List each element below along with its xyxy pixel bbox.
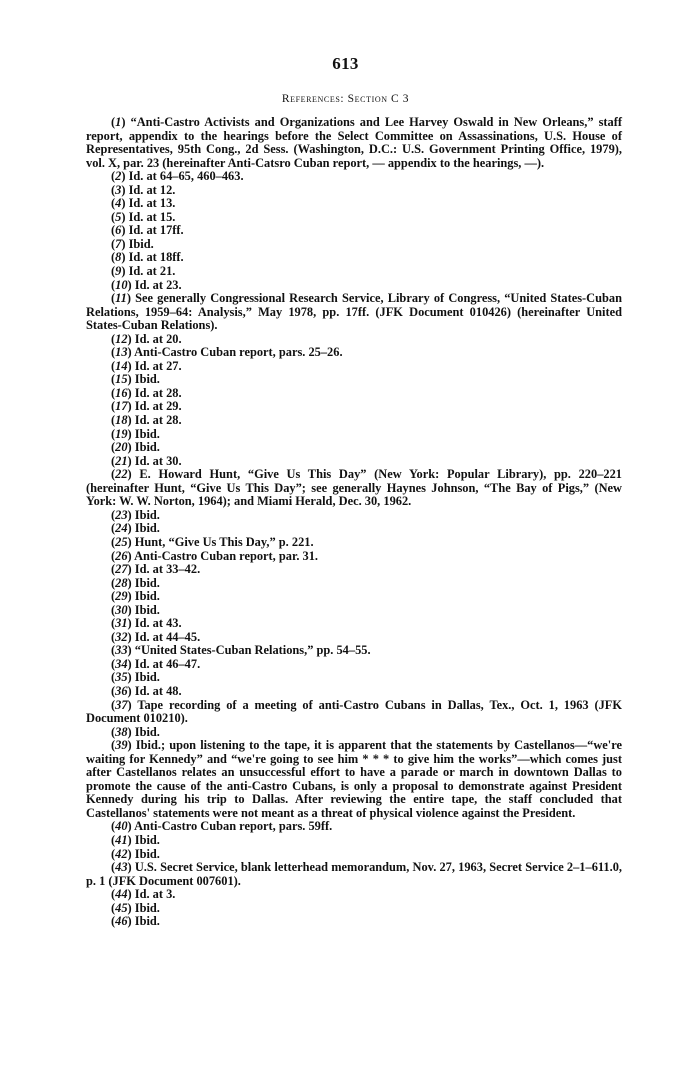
reference-entry: (36) Id. at 48. [111, 683, 182, 698]
reference-text: Id. at 27. [134, 358, 182, 373]
reference-text: Id. at 29. [134, 399, 182, 414]
reference-number: 36 [115, 683, 128, 698]
reference-entry: (6) Id. at 17ff. [111, 223, 184, 238]
reference-number: 5 [115, 209, 122, 224]
reference-text: Id. at 43. [134, 616, 182, 631]
reference-number: 8 [115, 250, 122, 265]
reference-number: 23 [115, 507, 128, 522]
reference-text: Ibid.; upon listening to the tape, it is apparent that the statements by Castellanos—“we're waiting for Kennedy” and “we're going to see him * * * to give him the works”—which comes just after Castellanos relates an unsuccessful effort to have a parade or march in downtown Dallas to promote the cause of the anti-Castro Cubans, is only a proposal to demonstrate against President Kennedy during his trip to Dallas. After reviewing the entire tape, the staff concluded that Castellanos' statements were not meant as a threat of physical violence against the President. [86, 738, 622, 820]
reference-entry: (35) Ibid. [111, 670, 160, 685]
reference-number: 12 [115, 331, 128, 346]
reference-number: 20 [115, 440, 128, 455]
reference-text: Ibid. [134, 575, 160, 590]
reference-text: Ibid. [134, 900, 160, 915]
reference-number: 19 [115, 426, 128, 441]
reference-entry: (33) “United States-Cuban Relations,” pp. 54–55. [111, 643, 371, 658]
reference-text: Id. at 64–65, 460–463. [128, 169, 244, 184]
reference-number: 32 [115, 629, 128, 644]
reference-text: Ibid. [134, 589, 160, 604]
reference-number: 6 [115, 223, 122, 238]
reference-text: Id. at 12. [128, 182, 176, 197]
reference-number: 26 [115, 548, 128, 563]
reference-entry: (21) Id. at 30. [111, 453, 182, 468]
reference-entry: (17) Id. at 29. [111, 399, 182, 414]
reference-text: Id. at 18ff. [128, 250, 184, 265]
reference-text: “Anti-Castro Activists and Organizations and Lee Harvey Oswald in New Orleans,” staff report, appendix to the hearings before the Select Committee on Assassinations, U.S. House of Representatives, 95th Cong., 2d Sess. (Washington, D.C.: U.S. Government Printing Office, 1979), vol. X, par. 23 (hereinafter Anti-Catsro Cuban report, — appendix to the hearings, —). [86, 115, 622, 170]
reference-text: Anti-Castro Cuban report, pars. 25–26. [134, 345, 343, 360]
reference-entry: (15) Ibid. [111, 372, 160, 387]
reference-entry: (13) Anti-Castro Cuban report, pars. 25–26. [111, 345, 343, 360]
reference-entry: (14) Id. at 27. [111, 358, 182, 373]
reference-number: 2 [115, 169, 122, 184]
reference-number: 42 [115, 846, 128, 861]
reference-entry: (39) Ibid.; upon listening to the tape, it is apparent that the statements by Castellanos—“we're waiting for Kennedy” and “we're going to see him * * * to give him the works”—which comes just after Castellanos relates an unsuccessful effort to have a parade or march in downtown Dallas to promote the cause of the anti-Castro Cubans, is only a proposal to demonstrate against President Kennedy during his trip to Dallas. After reviewing the entire tape, the staff concluded that Castellanos' statements were not meant as a threat of physical violence against the President. [86, 738, 622, 820]
reference-text: Id. at 15. [128, 209, 176, 224]
reference-number: 24 [115, 521, 128, 536]
reference-entry: (2) Id. at 64–65, 460–463. [111, 169, 244, 184]
reference-text: Ibid. [134, 602, 160, 617]
reference-number: 27 [115, 562, 128, 577]
reference-text: Id. at 3. [134, 887, 176, 902]
reference-entry: (45) Ibid. [111, 900, 160, 915]
reference-text: Ibid. [128, 236, 154, 251]
reference-text: Id. at 48. [134, 683, 182, 698]
reference-entry: (16) Id. at 28. [111, 385, 182, 400]
reference-number: 28 [115, 575, 128, 590]
reference-text: Ibid. [134, 914, 160, 929]
reference-number: 1 [115, 115, 122, 129]
reference-number: 38 [115, 724, 128, 739]
reference-number: 33 [115, 643, 128, 658]
reference-entry: (46) Ibid. [111, 914, 160, 929]
reference-entry: (24) Ibid. [111, 521, 160, 536]
reference-number: 43 [115, 860, 128, 875]
reference-number: 4 [115, 196, 122, 211]
reference-text: Id. at 28. [134, 413, 182, 428]
reference-entry: (8) Id. at 18ff. [111, 250, 184, 265]
reference-text: Ibid. [134, 724, 160, 739]
reference-entry: (7) Ibid. [111, 236, 154, 251]
reference-number: 41 [115, 832, 128, 847]
reference-number: 40 [115, 819, 128, 834]
reference-number: 3 [115, 182, 122, 197]
reference-number: 45 [115, 900, 128, 915]
reference-entry: (44) Id. at 3. [111, 887, 176, 902]
reference-number: 17 [115, 399, 128, 414]
reference-text: Id. at 30. [134, 453, 182, 468]
reference-entry: (19) Ibid. [111, 426, 160, 441]
reference-text: See generally Congressional Research Service, Library of Congress, “United States-Cuban Relations, 1959–64: Analysis,” May 1978, pp. 17ff. (JFK Document 010426) (hereinafter United States-Cuban Relations). [86, 291, 622, 333]
reference-entry: (3) Id. at 12. [111, 182, 176, 197]
reference-text: Ibid. [134, 832, 160, 847]
reference-number: 25 [115, 534, 128, 549]
reference-number: 10 [115, 277, 128, 292]
reference-number: 11 [115, 291, 127, 306]
reference-number: 34 [115, 656, 128, 671]
reference-text: E. Howard Hunt, “Give Us This Day” (New York: Popular Library), pp. 220–221 (hereinafter Hunt, “Give Us This Day”; see generally Haynes Johnson, “The Bay of Pigs,” (New York: W. W. Norton, 1964); and Miami Herald, Dec. 30, 1962. [86, 467, 622, 509]
reference-text: Id. at 13. [128, 196, 176, 211]
reference-number: 16 [115, 385, 128, 400]
reference-text: Ibid. [134, 521, 160, 536]
reference-text: Ibid. [134, 426, 160, 441]
reference-text: Id. at 21. [128, 264, 176, 279]
reference-number: 29 [115, 589, 128, 604]
reference-entry: (23) Ibid. [111, 507, 160, 522]
reference-text: Id. at 44–45. [134, 629, 201, 644]
reference-number: 18 [115, 413, 128, 428]
reference-text: Ibid. [134, 372, 160, 387]
reference-entry: (18) Id. at 28. [111, 413, 182, 428]
reference-text: Tape recording of a meeting of anti-Castro Cubans in Dallas, Tex., Oct. 1, 1963 (JFK Document 010210). [86, 697, 623, 726]
reference-entry: (31) Id. at 43. [111, 616, 182, 631]
reference-entry: (34) Id. at 46–47. [111, 656, 201, 671]
reference-entry: (37) Tape recording of a meeting of anti-Castro Cubans in Dallas, Tex., Oct. 1, 1963 (JFK Document 010210). [86, 697, 623, 726]
reference-entry: (26) Anti-Castro Cuban report, par. 31. [111, 548, 319, 563]
reference-entry: (27) Id. at 33–42. [111, 562, 201, 577]
reference-number: 37 [115, 697, 128, 712]
reference-entry: (40) Anti-Castro Cuban report, pars. 59ff. [111, 819, 333, 834]
reference-entry: (38) Ibid. [111, 724, 160, 739]
reference-entry: (30) Ibid. [111, 602, 160, 617]
reference-entry: (25) Hunt, “Give Us This Day,” p. 221. [111, 534, 314, 549]
reference-number: 30 [115, 602, 128, 617]
reference-entry: (32) Id. at 44–45. [111, 629, 201, 644]
reference-number: 44 [115, 887, 128, 902]
reference-text: Ibid. [134, 507, 160, 522]
reference-entry: (9) Id. at 21. [111, 264, 176, 279]
section-heading: References: Section C 3 [281, 93, 410, 105]
reference-entry: (28) Ibid. [111, 575, 160, 590]
reference-text: Anti-Castro Cuban report, par. 31. [134, 548, 319, 563]
reference-entry: (1) “Anti-Castro Activists and Organizations and Lee Harvey Oswald in New Orleans,” staff report, appendix to the hearings before the Select Committee on Assassinations, U.S. House of Representatives, 95th Cong., 2d Sess. (Washington, D.C.: U.S. Government Printing Office, 1979), vol. X, par. 23 (hereinafter Anti-Catsro Cuban report, — appendix to the hearings, —). [86, 115, 622, 170]
reference-number: 22 [115, 467, 128, 482]
page-number: 613 [332, 54, 359, 73]
reference-entry: (4) Id. at 13. [111, 196, 176, 211]
reference-number: 46 [115, 914, 128, 929]
references-list [86, 116, 622, 929]
reference-entry: (12) Id. at 20. [111, 331, 182, 346]
reference-number: 13 [115, 345, 128, 360]
reference-entry: (5) Id. at 15. [111, 209, 176, 224]
reference-text: Anti-Castro Cuban report, pars. 59ff. [134, 819, 333, 834]
reference-entry: (29) Ibid. [111, 589, 160, 604]
reference-entry: (41) Ibid. [111, 832, 160, 847]
reference-text: Id. at 46–47. [134, 656, 201, 671]
reference-text: Id. at 28. [134, 385, 182, 400]
reference-number: 21 [115, 453, 128, 468]
reference-entry: (10) Id. at 23. [111, 277, 182, 292]
reference-text: Id. at 33–42. [134, 562, 201, 577]
reference-number: 15 [115, 372, 128, 387]
reference-text: Id. at 23. [134, 277, 182, 292]
reference-number: 35 [115, 670, 128, 685]
reference-text: Id. at 20. [134, 331, 182, 346]
reference-text: Ibid. [134, 670, 160, 685]
reference-number: 39 [115, 738, 128, 753]
reference-entry: (11) See generally Congressional Research Service, Library of Congress, “United States-Cuban Relations, 1959–64: Analysis,” May 1978, pp. 17ff. (JFK Document 010426) (hereinafter United States-Cuban Relations). [86, 291, 622, 333]
reference-text: Ibid. [134, 440, 160, 455]
reference-text: Id. at 17ff. [128, 223, 184, 238]
reference-entry: (20) Ibid. [111, 440, 160, 455]
reference-text: Hunt, “Give Us This Day,” p. 221. [134, 534, 314, 549]
reference-number: 31 [115, 616, 128, 631]
reference-text: U.S. Secret Service, blank letterhead memorandum, Nov. 27, 1963, Secret Service 2–1–611.0, p. 1 (JFK Document 007601). [86, 860, 622, 888]
reference-number: 9 [115, 264, 122, 279]
reference-text: “United States-Cuban Relations,” pp. 54–55. [134, 643, 371, 658]
reference-entry: (43) U.S. Secret Service, blank letterhead memorandum, Nov. 27, 1963, Secret Service 2–1–611.0, p. 1 (JFK Document 007601). [86, 860, 622, 888]
reference-text: Ibid. [134, 846, 160, 861]
reference-entry: (42) Ibid. [111, 846, 160, 861]
reference-number: 14 [115, 358, 128, 373]
reference-number: 7 [115, 236, 122, 251]
reference-entry: (22) E. Howard Hunt, “Give Us This Day” (New York: Popular Library), pp. 220–221 (hereinafter Hunt, “Give Us This Day”; see generally Haynes Johnson, “The Bay of Pigs,” (New York: W. W. Norton, 1964); and Miami Herald, Dec. 30, 1962. [86, 467, 622, 509]
